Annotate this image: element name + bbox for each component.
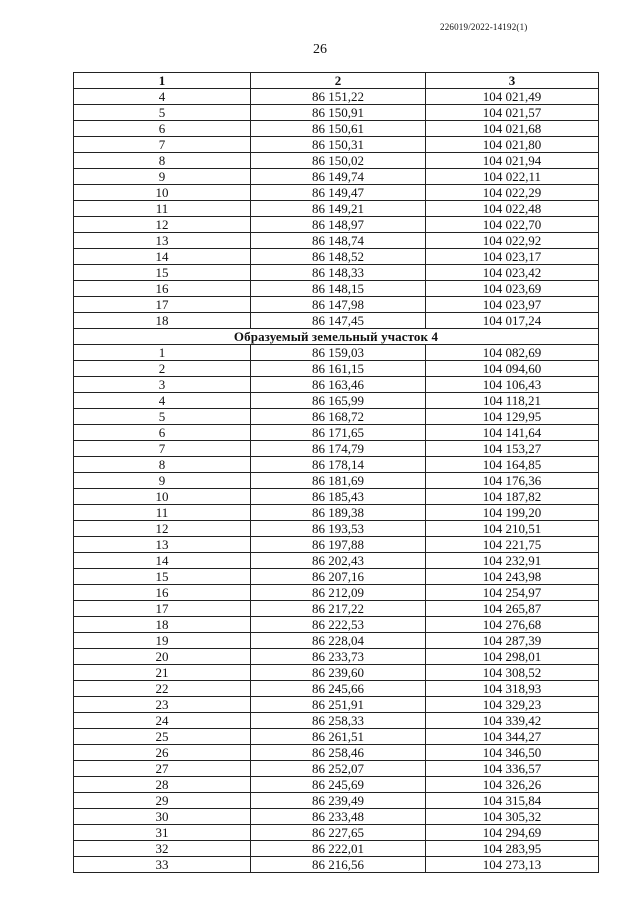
x-coordinate-cell: 86 159,03 — [251, 345, 426, 361]
y-coordinate-cell: 104 305,32 — [426, 809, 599, 825]
point-number-cell: 20 — [74, 649, 251, 665]
table-row — [74, 633, 599, 649]
table-row — [74, 745, 599, 761]
x-coordinate-cell: 86 222,53 — [251, 617, 426, 633]
table-row — [74, 137, 599, 153]
table-row — [74, 89, 599, 105]
point-number-cell: 13 — [74, 537, 251, 553]
table-row — [74, 761, 599, 777]
x-coordinate-cell: 86 148,74 — [251, 233, 426, 249]
point-number-cell: 31 — [74, 825, 251, 841]
y-coordinate-cell: 104 021,49 — [426, 89, 599, 105]
table-row — [74, 841, 599, 857]
point-number-cell: 11 — [74, 201, 251, 217]
table-row — [74, 697, 599, 713]
x-coordinate-cell: 86 197,88 — [251, 537, 426, 553]
y-coordinate-cell: 104 339,42 — [426, 713, 599, 729]
y-coordinate-cell: 104 023,69 — [426, 281, 599, 297]
point-number-cell: 6 — [74, 425, 251, 441]
y-coordinate-cell: 104 346,50 — [426, 745, 599, 761]
point-number-cell: 8 — [74, 457, 251, 473]
x-coordinate-cell: 86 147,98 — [251, 297, 426, 313]
point-number-cell: 14 — [74, 553, 251, 569]
table-row — [74, 441, 599, 457]
table-row — [74, 857, 599, 873]
header-col-1: 1 — [74, 73, 251, 89]
section-row — [74, 329, 599, 345]
table-row — [74, 201, 599, 217]
x-coordinate-cell: 86 258,46 — [251, 745, 426, 761]
y-coordinate-cell: 104 210,51 — [426, 521, 599, 537]
point-number-cell: 1 — [74, 345, 251, 361]
x-coordinate-cell: 86 202,43 — [251, 553, 426, 569]
x-coordinate-cell: 86 181,69 — [251, 473, 426, 489]
x-coordinate-cell: 86 251,91 — [251, 697, 426, 713]
y-coordinate-cell: 104 106,43 — [426, 377, 599, 393]
document-id: 226019/2022-14192(1) — [440, 22, 528, 32]
x-coordinate-cell: 86 261,51 — [251, 729, 426, 745]
point-number-cell: 3 — [74, 377, 251, 393]
y-coordinate-cell: 104 023,97 — [426, 297, 599, 313]
point-number-cell: 33 — [74, 857, 251, 873]
x-coordinate-cell: 86 163,46 — [251, 377, 426, 393]
x-coordinate-cell: 86 228,04 — [251, 633, 426, 649]
table-row — [74, 217, 599, 233]
point-number-cell: 29 — [74, 793, 251, 809]
point-number-cell: 16 — [74, 585, 251, 601]
x-coordinate-cell: 86 189,38 — [251, 505, 426, 521]
x-coordinate-cell: 86 174,79 — [251, 441, 426, 457]
table-row — [74, 649, 599, 665]
y-coordinate-cell: 104 273,13 — [426, 857, 599, 873]
x-coordinate-cell: 86 147,45 — [251, 313, 426, 329]
y-coordinate-cell: 104 153,27 — [426, 441, 599, 457]
y-coordinate-cell: 104 298,01 — [426, 649, 599, 665]
x-coordinate-cell: 86 252,07 — [251, 761, 426, 777]
x-coordinate-cell: 86 148,33 — [251, 265, 426, 281]
x-coordinate-cell: 86 148,97 — [251, 217, 426, 233]
x-coordinate-cell: 86 165,99 — [251, 393, 426, 409]
y-coordinate-cell: 104 243,98 — [426, 569, 599, 585]
table-row — [74, 393, 599, 409]
x-coordinate-cell: 86 233,48 — [251, 809, 426, 825]
y-coordinate-cell: 104 308,52 — [426, 665, 599, 681]
point-number-cell: 15 — [74, 265, 251, 281]
table-row — [74, 425, 599, 441]
point-number-cell: 23 — [74, 697, 251, 713]
point-number-cell: 27 — [74, 761, 251, 777]
y-coordinate-cell: 104 336,57 — [426, 761, 599, 777]
table-row — [74, 473, 599, 489]
point-number-cell: 9 — [74, 473, 251, 489]
y-coordinate-cell: 104 021,57 — [426, 105, 599, 121]
point-number-cell: 4 — [74, 89, 251, 105]
point-number-cell: 22 — [74, 681, 251, 697]
point-number-cell: 18 — [74, 617, 251, 633]
point-number-cell: 10 — [74, 489, 251, 505]
point-number-cell: 8 — [74, 153, 251, 169]
x-coordinate-cell: 86 148,52 — [251, 249, 426, 265]
y-coordinate-cell: 104 326,26 — [426, 777, 599, 793]
table-row — [74, 361, 599, 377]
header-row — [74, 73, 599, 89]
table-row — [74, 489, 599, 505]
point-number-cell: 28 — [74, 777, 251, 793]
table-row — [74, 713, 599, 729]
table-row — [74, 729, 599, 745]
header-col-2: 2 — [251, 73, 426, 89]
y-coordinate-cell: 104 022,70 — [426, 217, 599, 233]
y-coordinate-cell: 104 022,11 — [426, 169, 599, 185]
table-row — [74, 585, 599, 601]
y-coordinate-cell: 104 094,60 — [426, 361, 599, 377]
y-coordinate-cell: 104 287,39 — [426, 633, 599, 649]
point-number-cell: 17 — [74, 601, 251, 617]
x-coordinate-cell: 86 222,01 — [251, 841, 426, 857]
point-number-cell: 15 — [74, 569, 251, 585]
y-coordinate-cell: 104 344,27 — [426, 729, 599, 745]
x-coordinate-cell: 86 150,02 — [251, 153, 426, 169]
point-number-cell: 5 — [74, 105, 251, 121]
x-coordinate-cell: 86 233,73 — [251, 649, 426, 665]
x-coordinate-cell: 86 148,15 — [251, 281, 426, 297]
y-coordinate-cell: 104 082,69 — [426, 345, 599, 361]
table-row — [74, 105, 599, 121]
table-row — [74, 313, 599, 329]
point-number-cell: 30 — [74, 809, 251, 825]
table-row — [74, 377, 599, 393]
y-coordinate-cell: 104 021,68 — [426, 121, 599, 137]
table-body — [74, 89, 599, 873]
point-number-cell: 7 — [74, 441, 251, 457]
y-coordinate-cell: 104 023,17 — [426, 249, 599, 265]
point-number-cell: 4 — [74, 393, 251, 409]
table-row — [74, 569, 599, 585]
y-coordinate-cell: 104 276,68 — [426, 617, 599, 633]
point-number-cell: 7 — [74, 137, 251, 153]
table-row — [74, 297, 599, 313]
table-row — [74, 345, 599, 361]
x-coordinate-cell: 86 149,21 — [251, 201, 426, 217]
header-col-3: 3 — [426, 73, 599, 89]
table-row — [74, 185, 599, 201]
y-coordinate-cell: 104 265,87 — [426, 601, 599, 617]
point-number-cell: 6 — [74, 121, 251, 137]
point-number-cell: 12 — [74, 521, 251, 537]
y-coordinate-cell: 104 199,20 — [426, 505, 599, 521]
x-coordinate-cell: 86 149,74 — [251, 169, 426, 185]
y-coordinate-cell: 104 164,85 — [426, 457, 599, 473]
y-coordinate-cell: 104 187,82 — [426, 489, 599, 505]
page-number: 26 — [313, 42, 327, 57]
table-row — [74, 153, 599, 169]
x-coordinate-cell: 86 227,65 — [251, 825, 426, 841]
x-coordinate-cell: 86 150,61 — [251, 121, 426, 137]
table-row — [74, 457, 599, 473]
point-number-cell: 10 — [74, 185, 251, 201]
y-coordinate-cell: 104 315,84 — [426, 793, 599, 809]
table-row — [74, 601, 599, 617]
x-coordinate-cell: 86 178,14 — [251, 457, 426, 473]
y-coordinate-cell: 104 118,21 — [426, 393, 599, 409]
table-row — [74, 409, 599, 425]
point-number-cell: 21 — [74, 665, 251, 681]
point-number-cell: 24 — [74, 713, 251, 729]
y-coordinate-cell: 104 022,48 — [426, 201, 599, 217]
y-coordinate-cell: 104 232,91 — [426, 553, 599, 569]
table-row — [74, 505, 599, 521]
point-number-cell: 14 — [74, 249, 251, 265]
table-row — [74, 777, 599, 793]
y-coordinate-cell: 104 176,36 — [426, 473, 599, 489]
table-row — [74, 281, 599, 297]
coordinates-table — [73, 72, 599, 873]
y-coordinate-cell: 104 294,69 — [426, 825, 599, 841]
x-coordinate-cell: 86 245,66 — [251, 681, 426, 697]
y-coordinate-cell: 104 318,93 — [426, 681, 599, 697]
x-coordinate-cell: 86 151,22 — [251, 89, 426, 105]
y-coordinate-cell: 104 329,23 — [426, 697, 599, 713]
x-coordinate-cell: 86 239,49 — [251, 793, 426, 809]
table-row — [74, 665, 599, 681]
point-number-cell: 9 — [74, 169, 251, 185]
table-row — [74, 553, 599, 569]
y-coordinate-cell: 104 254,97 — [426, 585, 599, 601]
x-coordinate-cell: 86 150,31 — [251, 137, 426, 153]
y-coordinate-cell: 104 129,95 — [426, 409, 599, 425]
x-coordinate-cell: 86 193,53 — [251, 521, 426, 537]
point-number-cell: 25 — [74, 729, 251, 745]
x-coordinate-cell: 86 171,65 — [251, 425, 426, 441]
x-coordinate-cell: 86 185,43 — [251, 489, 426, 505]
section-title: Образуемый земельный участок 4 — [74, 329, 599, 345]
y-coordinate-cell: 104 221,75 — [426, 537, 599, 553]
y-coordinate-cell: 104 283,95 — [426, 841, 599, 857]
table-row — [74, 793, 599, 809]
table-row — [74, 121, 599, 137]
point-number-cell: 2 — [74, 361, 251, 377]
x-coordinate-cell: 86 161,15 — [251, 361, 426, 377]
point-number-cell: 26 — [74, 745, 251, 761]
y-coordinate-cell: 104 021,94 — [426, 153, 599, 169]
x-coordinate-cell: 86 149,47 — [251, 185, 426, 201]
y-coordinate-cell: 104 022,29 — [426, 185, 599, 201]
point-number-cell: 11 — [74, 505, 251, 521]
point-number-cell: 12 — [74, 217, 251, 233]
y-coordinate-cell: 104 023,42 — [426, 265, 599, 281]
table-header — [74, 73, 599, 89]
table-row — [74, 681, 599, 697]
x-coordinate-cell: 86 216,56 — [251, 857, 426, 873]
point-number-cell: 19 — [74, 633, 251, 649]
table-row — [74, 249, 599, 265]
point-number-cell: 5 — [74, 409, 251, 425]
y-coordinate-cell: 104 141,64 — [426, 425, 599, 441]
point-number-cell: 32 — [74, 841, 251, 857]
x-coordinate-cell: 86 207,16 — [251, 569, 426, 585]
x-coordinate-cell: 86 217,22 — [251, 601, 426, 617]
table-row — [74, 233, 599, 249]
point-number-cell: 18 — [74, 313, 251, 329]
x-coordinate-cell: 86 212,09 — [251, 585, 426, 601]
x-coordinate-cell: 86 239,60 — [251, 665, 426, 681]
x-coordinate-cell: 86 150,91 — [251, 105, 426, 121]
y-coordinate-cell: 104 021,80 — [426, 137, 599, 153]
x-coordinate-cell: 86 258,33 — [251, 713, 426, 729]
point-number-cell: 16 — [74, 281, 251, 297]
table-row — [74, 537, 599, 553]
table-row — [74, 825, 599, 841]
y-coordinate-cell: 104 022,92 — [426, 233, 599, 249]
table-row — [74, 169, 599, 185]
table-row — [74, 809, 599, 825]
x-coordinate-cell: 86 245,69 — [251, 777, 426, 793]
point-number-cell: 17 — [74, 297, 251, 313]
x-coordinate-cell: 86 168,72 — [251, 409, 426, 425]
point-number-cell: 13 — [74, 233, 251, 249]
table-row — [74, 521, 599, 537]
table-row — [74, 617, 599, 633]
y-coordinate-cell: 104 017,24 — [426, 313, 599, 329]
table-row — [74, 265, 599, 281]
